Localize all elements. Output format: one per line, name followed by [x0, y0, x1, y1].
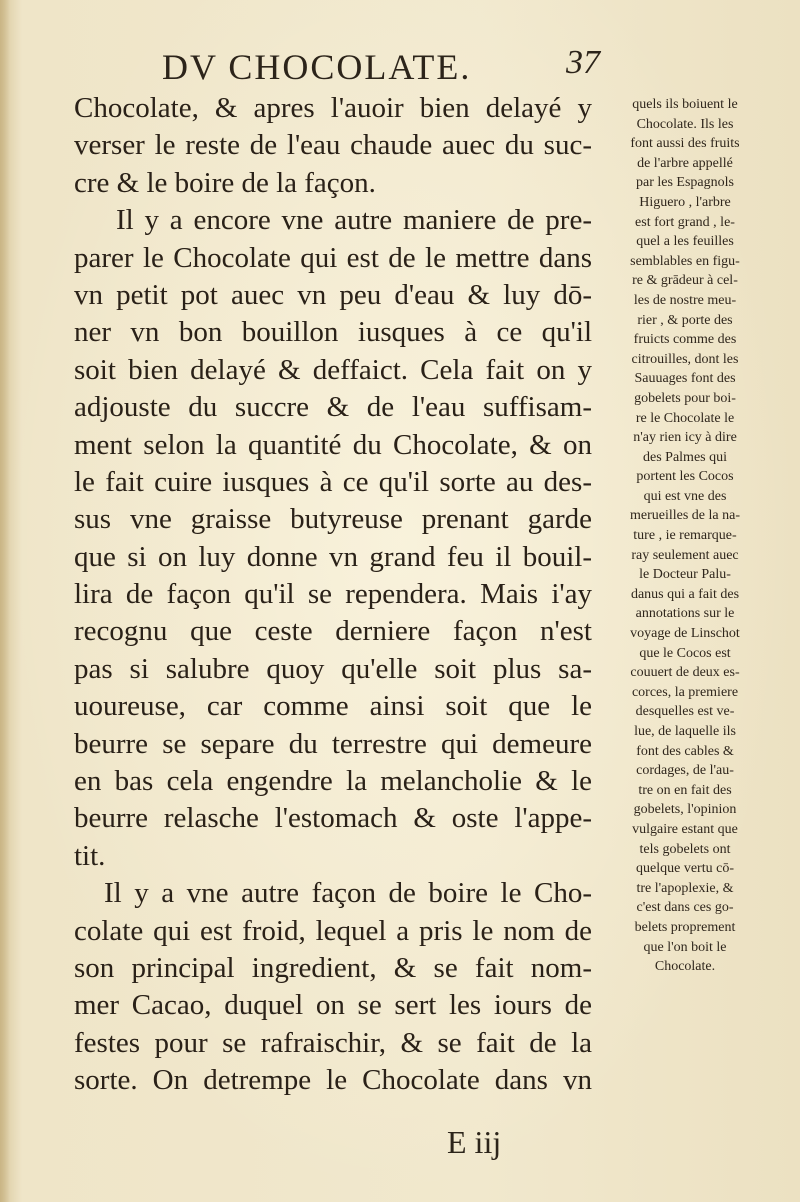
main-text-line: le fait cuire iusques à ce qu'il sorte au des-	[74, 465, 592, 498]
main-text-line: ner vn bon bouillon iusques à ce qu'il	[74, 316, 592, 349]
marginal-line: tre l'apoplexie, &	[636, 880, 734, 896]
marginal-line: Chocolate. Ils les	[636, 116, 734, 132]
main-text-line: soit bien delayé & deffaict. Cela fait on y	[74, 353, 592, 386]
page-header	[0, 40, 800, 90]
main-text-line: mer Cacao, duquel on se sert les iours de	[74, 989, 592, 1022]
page-edge-shadow	[0, 0, 10, 1202]
marginal-line: Sauuages font des	[634, 371, 736, 387]
main-text-line: vn petit pot auec vn peu d'eau & luy dō-	[74, 278, 592, 311]
marginal-line: couuert de deux es-	[630, 665, 740, 681]
main-text-line: festes pour se rafraischir, & se fait de la	[74, 1026, 592, 1059]
main-text-line: beurre se separe du terrestre qui demeure	[74, 727, 592, 760]
marginal-line: tels gobelets ont	[639, 841, 731, 857]
main-text-line: Il y a vne autre façon de boire le Cho-	[104, 877, 592, 910]
marginal-line: le Docteur Palu-	[639, 567, 731, 583]
marginal-line: portent les Cocos	[636, 469, 734, 485]
signature-mark: E iij	[447, 1124, 502, 1160]
marginal-line: n'ay rien icy à dire	[633, 430, 737, 446]
marginal-line: les de nostre meu-	[633, 292, 737, 308]
marginal-line: par les Espagnols	[636, 175, 734, 191]
marginal-line: c'est dans ces go-	[636, 900, 734, 916]
main-text-line: pas si salubre quoy qu'elle soit plus sa-	[74, 652, 592, 685]
main-text-line: verser le reste de l'eau chaude auec du suc-	[74, 129, 592, 162]
marginal-line: semblables en figu-	[630, 253, 740, 269]
marginal-line: fruicts comme des	[633, 332, 737, 348]
marginal-line: vulgaire estant que	[632, 821, 738, 837]
marginal-line: belets proprement	[634, 919, 736, 935]
main-text-line: recognu que ceste derniere façon n'est	[74, 615, 592, 648]
marginal-line: re le Chocolate le	[635, 410, 735, 426]
marginal-line: des Palmes qui	[643, 449, 727, 465]
marginal-line: re & grādeur à cel-	[632, 273, 738, 289]
main-text-line: son principal ingredient, & se fait nom-	[74, 951, 592, 984]
marginal-line: danus qui a fait des	[630, 586, 740, 602]
main-text-line: que si on luy donne vn grand feu il bouil-	[74, 540, 592, 573]
marginal-line: corces, la premiere	[631, 684, 739, 700]
main-text-line: sus vne graisse butyreuse prenant garde	[74, 503, 592, 536]
marginal-line: gobelets, l'opinion	[633, 802, 737, 818]
main-text-line: lira de façon qu'il se rependera. Mais i'ay	[74, 578, 592, 611]
running-title: DV CHOCOLATE.	[162, 47, 472, 87]
marginal-note	[596, 95, 774, 977]
main-text-line: en bas cela engendre la melancholie & le	[74, 765, 592, 798]
marginal-line: lue, de laquelle ils	[634, 724, 736, 739]
marginal-line: est fort grand , le-	[635, 214, 735, 230]
main-text-line: beurre relasche l'estomach & oste l'appe-	[74, 802, 592, 835]
marginal-line: quelque vertu cō-	[636, 861, 734, 877]
main-text-line: sorte. On detrempe le Chocolate dans vn	[74, 1064, 592, 1097]
marginal-line: merueilles de la na-	[629, 508, 740, 524]
main-text-line: uoureuse, car comme ainsi soit que le	[74, 690, 592, 723]
main-text-line: ment selon la quantité du Chocolate, & on	[74, 428, 592, 461]
marginal-line: de l'arbre appellé	[637, 155, 733, 171]
main-text-line: Chocolate, & apres l'auoir bien delayé y	[74, 92, 592, 124]
marginal-line: tre on en fait des	[638, 782, 732, 798]
marginal-line: desquelles est ve-	[635, 704, 735, 720]
marginal-line: que le Cocos est	[639, 645, 731, 661]
main-text-line: adjouste du succre & de l'eau suffisam-	[74, 391, 592, 424]
marginal-line: font aussi des fruits	[630, 136, 740, 152]
marginal-line: quels ils boiuent le	[632, 97, 738, 112]
marginal-line: quel a les feuilles	[636, 234, 734, 250]
marginal-line: Higuero , l'arbre	[639, 194, 731, 210]
marginal-line: gobelets pour boi-	[634, 390, 736, 406]
main-text-line: tit.	[74, 839, 106, 872]
marginal-line: cordages, de l'au-	[636, 763, 734, 779]
main-text-line: colate qui est froid, lequel a pris le nom de	[74, 914, 592, 947]
main-text-line: Il y a encore vne autre maniere de pre-	[116, 204, 592, 237]
marginal-line: ray seulement auec	[631, 547, 739, 563]
main-text-line: cre & le boire de la façon.	[74, 166, 376, 199]
main-text-block	[74, 90, 592, 1100]
marginal-line: ture , ie remarque-	[633, 528, 737, 544]
marginal-line: annotations sur le	[635, 606, 735, 622]
marginal-line: font des cables &	[636, 743, 734, 759]
page-number: 37	[566, 44, 600, 81]
marginal-line: que l'on boit le	[643, 939, 727, 955]
marginal-line: qui est vne des	[643, 488, 727, 504]
marginal-line: rier , & porte des	[637, 312, 733, 328]
page-footer	[0, 1124, 800, 1174]
main-text-line: parer le Chocolate qui est de le mettre dans	[74, 241, 592, 274]
marginal-line: Chocolate.	[654, 959, 716, 975]
marginal-line: citrouilles, dont les	[631, 351, 739, 367]
marginal-line: voyage de Linschot	[630, 626, 740, 642]
